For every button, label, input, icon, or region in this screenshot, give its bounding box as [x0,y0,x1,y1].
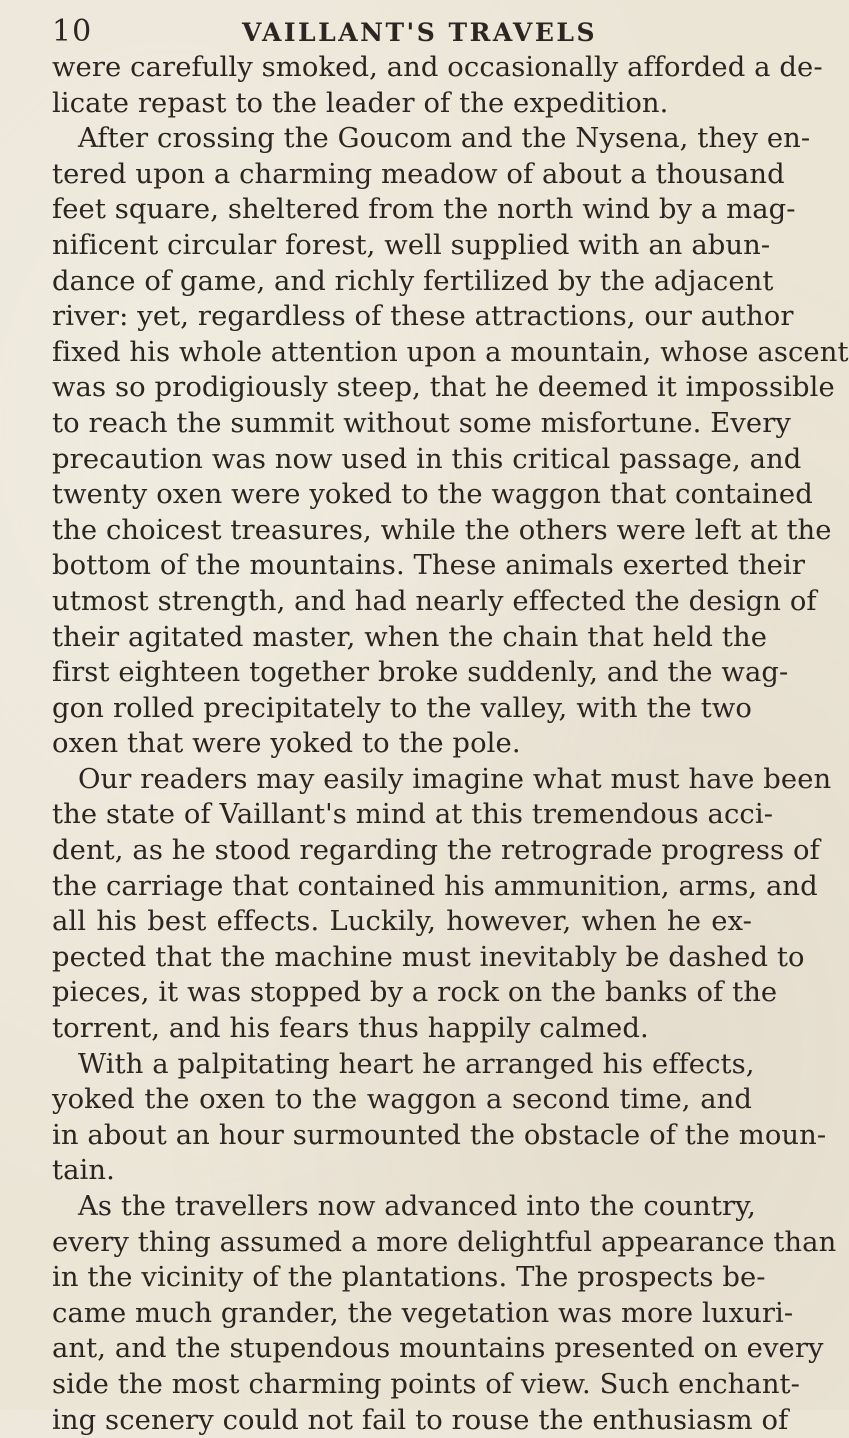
text-line: Our readers may easily imagine what must have been [78,763,832,795]
text-line: in the vicinity of the plantations. The prospects be- [52,1262,766,1294]
text-line: came much grander, the vegetation was more luxuri- [52,1297,794,1329]
text-line: utmost strength, and had nearly effected the design of [52,585,817,617]
text-line: With a palpitating heart he arranged his effects, [78,1048,755,1080]
text-line: dent, as he stood regarding the retrograde progress of [52,835,820,867]
text-line: side the most charming points of view. Such enchant- [52,1368,801,1400]
text-line: As the travellers now advanced into the country, [78,1191,756,1222]
text-line: pected that the machine must inevitably be dashed to [52,941,805,973]
text-line: their agitated master, when the chain that held the [52,621,768,653]
text-line: gon rolled precipitately to the valley, with the two [52,692,752,724]
text-line: first eighteen together broke suddenly, and the wag- [52,657,789,689]
text-line: ant, and the stupendous mountains presented on every [52,1333,824,1365]
text-line: bottom of the mountains. These animals exerted their [52,550,806,582]
text-line: tain. [52,1155,115,1187]
page-number: 10 [52,14,93,49]
text-line: fixed his whole attention upon a mountain, whose ascent [52,336,849,368]
text-line: the state of Vaillant's mind at this tremendous acci- [52,799,774,831]
text-line: was so prodigiously steep, that he deemed it impossible [52,372,835,404]
text-line: river: yet, regardless of these attractions, our author [52,301,794,333]
body-text [52,50,849,1438]
running-title: VAILLANT'S TRAVELS [242,18,598,47]
text-line: feet square, sheltered from the north wind by a mag- [52,194,796,226]
text-line: all his best effects. Luckily, however, when he ex- [52,906,752,938]
text-line: licate repast to the leader of the expedition. [52,87,669,119]
text-line: torrent, and his fears thus happily calmed. [52,1013,649,1045]
text-line: to reach the summit without some misfortune. Every [52,407,792,439]
text-line: in about an hour surmounted the obstacle of the moun- [52,1119,827,1151]
text-line: nificent circular forest, well supplied with an abun- [52,229,771,261]
text-line: dance of game, and richly fertilized by the adjacent [52,265,774,297]
text-line: precaution was now used in this critical passage, and [52,443,802,475]
text-line: pieces, it was stopped by a rock on the banks of the [52,977,778,1009]
text-line: oxen that were yoked to the pole. [52,728,521,760]
text-line: ing scenery could not fail to rouse the enthusiasm of [52,1404,789,1436]
text-line: the choicest treasures, while the others were left at the [52,514,832,546]
text-line: every thing assumed a more delightful appearance than [52,1226,837,1258]
text-line: were carefully smoked, and occasionally afforded a de- [52,52,823,83]
text-line: After crossing the Goucom and the Nysena, they en- [78,123,811,155]
text-line: yoked the oxen to the waggon a second time, and [52,1084,752,1116]
text-line: tered upon a charming meadow of about a thousand [52,158,785,190]
running-head [52,14,778,50]
text-line: twenty oxen were yoked to the waggon that contained [52,479,813,511]
text-line: the carriage that contained his ammunition, arms, and [52,870,818,902]
